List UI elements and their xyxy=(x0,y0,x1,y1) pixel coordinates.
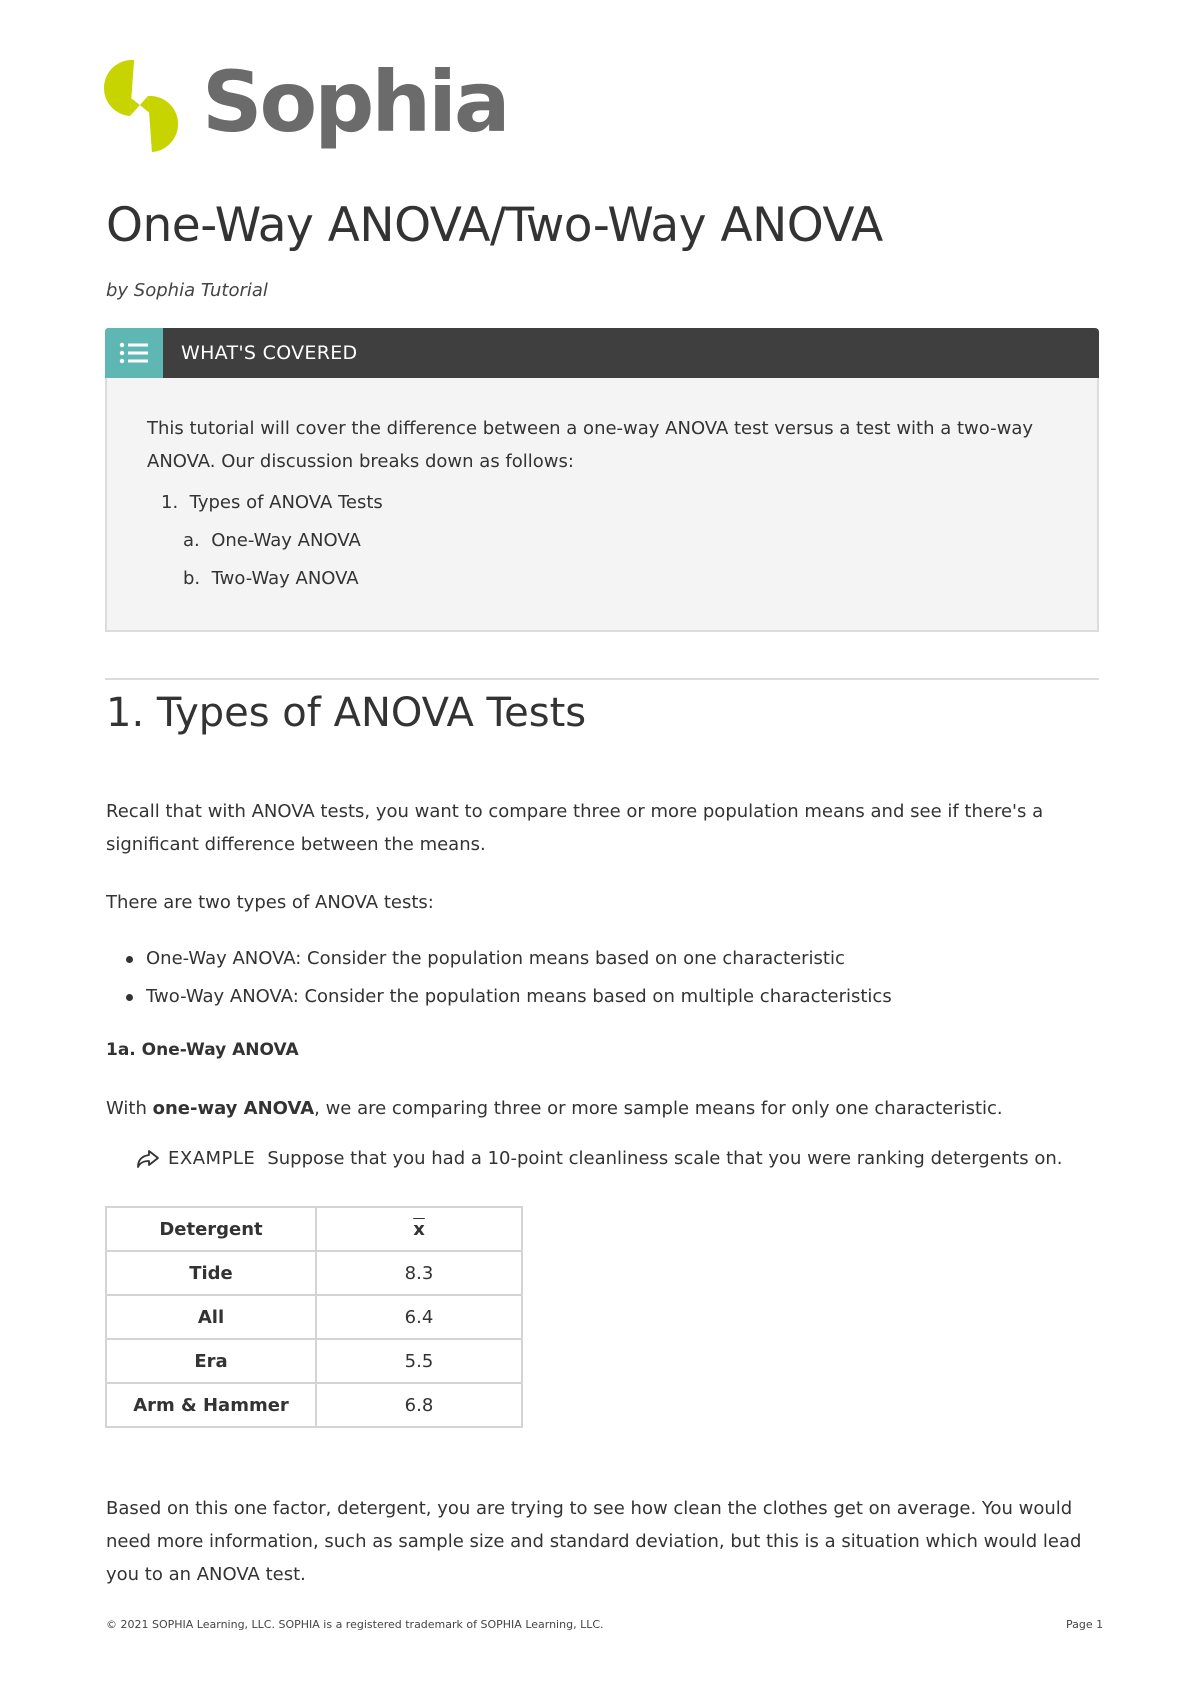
paragraph: There are two types of ANOVA tests: xyxy=(106,892,434,913)
sophia-logo-icon xyxy=(104,56,178,156)
table-row: Era 5.5 xyxy=(106,1339,522,1383)
paragraph: With one-way ANOVA, we are comparing three or more sample means for only one characteristic. xyxy=(106,1098,1003,1119)
whats-covered-box xyxy=(105,378,1099,632)
paragraph: Recall that with ANOVA tests, you want to compare three or more population means and see if there's a significant difference between the means. xyxy=(106,801,1044,855)
table-header: Detergent xyxy=(106,1207,316,1251)
paragraph: Based on this one factor, detergent, you are trying to see how clean the clothes get on average. You would need more information, such as sample size and standard deviation, but this is a situation which would lead you to an ANOVA test. xyxy=(106,1498,1082,1585)
sophia-logo xyxy=(104,53,508,156)
page-title: One-Way ANOVA/Two-Way ANOVA xyxy=(106,198,883,253)
list-item: One-Way ANOVA: Consider the population means based on one characteristic xyxy=(122,940,892,978)
whats-covered-header xyxy=(105,328,1099,378)
list-icon xyxy=(105,328,163,378)
table-header: $\overline{x}$ xyxy=(316,1207,522,1251)
whats-covered-list xyxy=(161,484,383,598)
subsection-title: 1a. One-Way ANOVA xyxy=(106,1040,299,1060)
whats-covered-title: WHAT'S COVERED xyxy=(181,342,358,364)
share-arrow-icon xyxy=(136,1149,160,1169)
footer-copyright: © 2021 SOPHIA Learning, LLC. SOPHIA is a registered trademark of SOPHIA Learning, LLC. xyxy=(106,1618,604,1631)
section-title: 1. Types of ANOVA Tests xyxy=(106,690,587,736)
list-item: 1. Types of ANOVA Tests xyxy=(161,492,383,513)
byline: by Sophia Tutorial xyxy=(106,280,268,301)
section-divider xyxy=(105,678,1099,680)
list-item: a. One-Way ANOVA xyxy=(183,530,361,551)
table-row: Tide 8.3 xyxy=(106,1251,522,1295)
table-row: All 6.4 xyxy=(106,1295,522,1339)
bullet-list xyxy=(122,940,892,1016)
list-item: b. Two-Way ANOVA xyxy=(183,568,359,589)
list-item: Two-Way ANOVA: Consider the population means based on multiple characteristics xyxy=(122,978,892,1016)
table-header-row xyxy=(106,1207,522,1251)
example-text: Suppose that you had a 10-point cleanliness scale that you were ranking detergents on. xyxy=(267,1148,1063,1169)
page-number: Page 1 xyxy=(1066,1618,1104,1631)
example-callout xyxy=(136,1148,1063,1169)
logo-wordmark: Sophia xyxy=(202,53,508,151)
detergent-table xyxy=(105,1206,523,1428)
whats-covered-intro: This tutorial will cover the difference between a one-way ANOVA test versus a test with a two-way ANOVA. Our discussion breaks down as follows: xyxy=(147,418,1034,472)
table-row: Arm & Hammer 6.8 xyxy=(106,1383,522,1427)
example-label: EXAMPLE xyxy=(168,1148,256,1169)
